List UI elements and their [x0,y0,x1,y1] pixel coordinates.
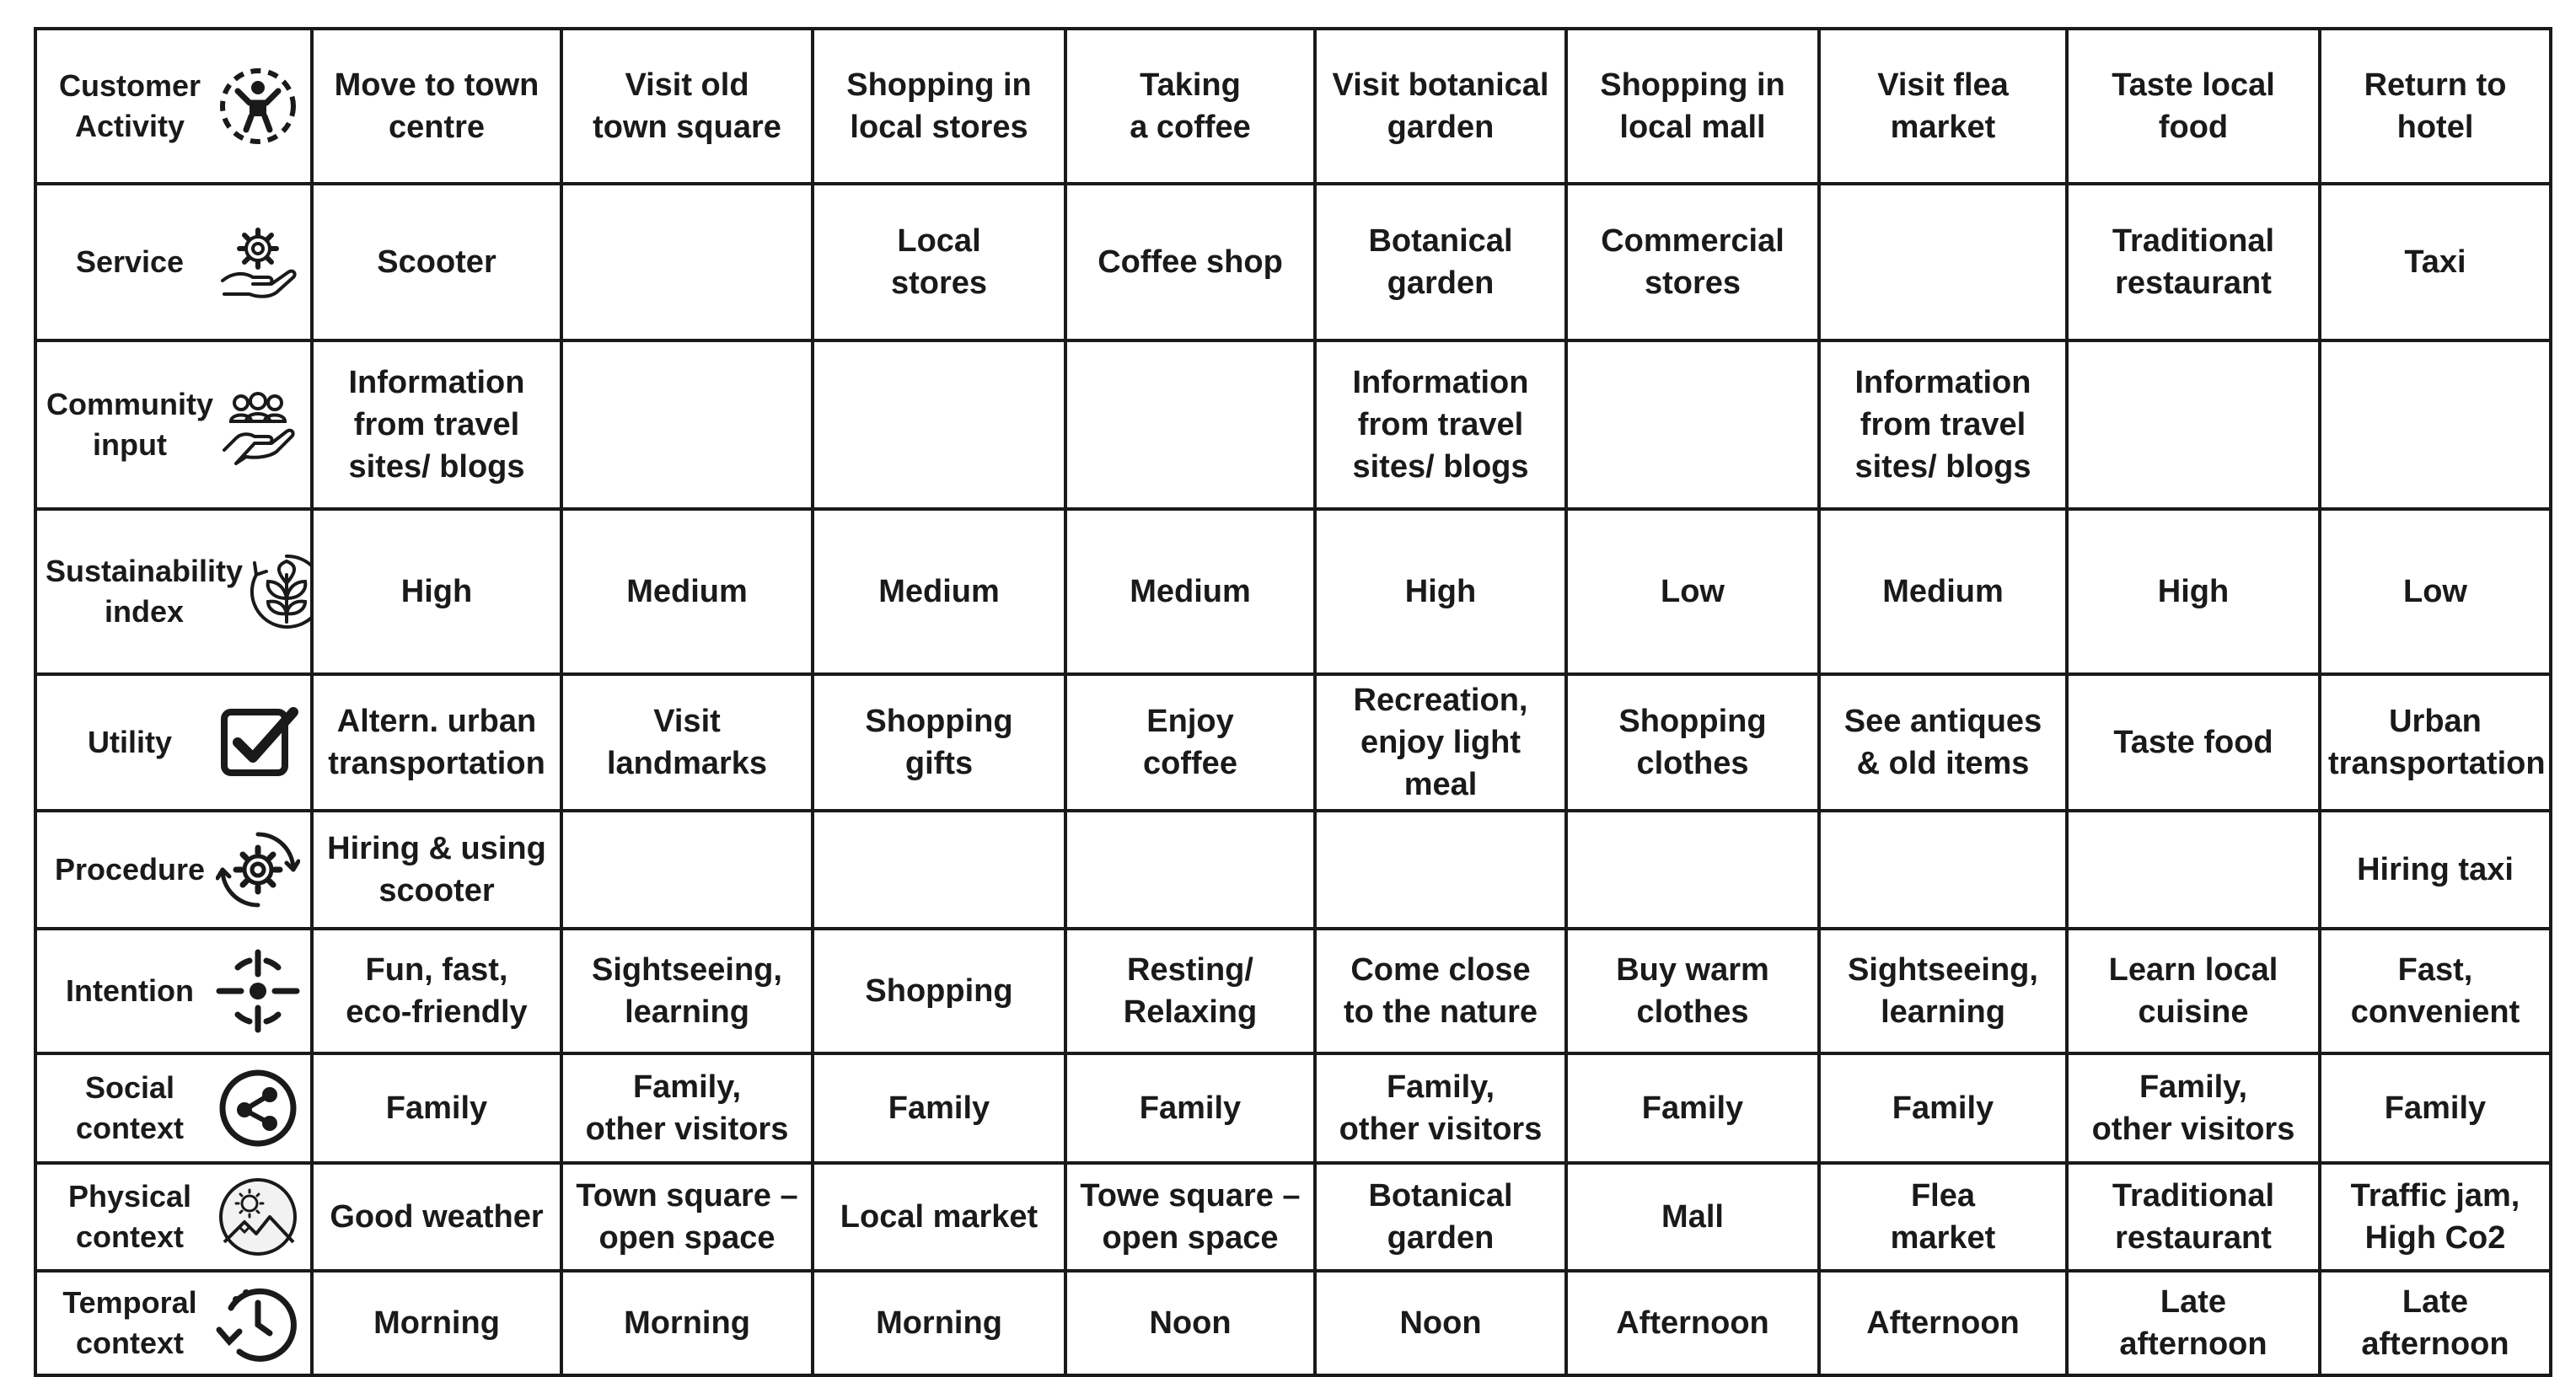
table-cell: Learn local cuisine [2067,929,2320,1053]
table-cell: Low [1566,509,1819,674]
table-cell: Taste food [2067,674,2320,811]
row-header-content [46,930,302,1052]
table-cell: Taking a coffee [1065,29,1315,184]
table-cell: Scooter [312,184,561,340]
row-header-label: Intention [66,973,194,1008]
table-cell: Information from travel sites/ blogs [1819,340,2067,509]
table-cell [1819,811,2067,929]
table-cell: Resting/ Relaxing [1065,929,1315,1053]
table-cell: Shopping in local mall [1566,29,1819,184]
table-cell [561,184,813,340]
table-row-procedure [35,811,2551,929]
row-header-community-input [35,340,312,509]
row-header-customer-activity [35,29,312,184]
table-cell: Family [312,1053,561,1163]
table-cell: Local stores [813,184,1065,340]
table-row-sustainability-index [35,509,2551,674]
table-row-customer-activity [35,29,2551,184]
row-header-label: Service [75,244,185,279]
table-cell: Late afternoon [2320,1271,2551,1375]
table-row-community-input [35,340,2551,509]
row-header-content [46,342,302,507]
table-cell: Information from travel sites/ blogs [312,340,561,509]
table-cell [2067,340,2320,509]
table-cell [1566,811,1819,929]
table-cell: Move to town centre [312,29,561,184]
table-cell [1065,340,1315,509]
row-header-label: Procedure [54,852,206,887]
row-header-label: Physical context [67,1179,192,1254]
table-cell: Traffic jam, High Co2 [2320,1163,2551,1271]
table-cell [813,340,1065,509]
row-header-sustainability-index [35,509,312,674]
table-cell: Visit flea market [1819,29,2067,184]
table-cell: Botanical garden [1315,1163,1566,1271]
table-cell: Buy warm clothes [1566,929,1819,1053]
row-header-utility [35,674,312,811]
table-cell: Sightseeing, learning [561,929,813,1053]
row-header-content [46,676,302,809]
table-cell: Noon [1065,1271,1315,1375]
table-cell: Afternoon [1819,1271,2067,1375]
table-cell [2067,811,2320,929]
table-cell: Family [1819,1053,2067,1163]
table-row-temporal-context [35,1271,2551,1375]
table-cell: Medium [561,509,813,674]
row-header-label: Utility [87,725,172,759]
table-cell: Family, other visitors [1315,1053,1566,1163]
table-cell: Family [813,1053,1065,1163]
journey-table [34,27,2552,1377]
gear-hand-icon [214,218,302,306]
table-cell: Good weather [312,1163,561,1271]
row-header-social-context [35,1053,312,1163]
row-header-content [46,1055,302,1161]
table-cell: High [2067,509,2320,674]
table-cell: Hiring & using scooter [312,811,561,929]
table-cell: Visit old town square [561,29,813,184]
table-cell: Towe square – open space [1065,1163,1315,1271]
table-cell [1566,340,1819,509]
table-cell: Taste local food [2067,29,2320,184]
row-header-content [46,185,302,339]
table-cell: Mall [1566,1163,1819,1271]
table-cell: Afternoon [1566,1271,1819,1375]
row-header-content [46,511,302,672]
table-cell: Urban transportation [2320,674,2551,811]
table-cell: Commercial stores [1566,184,1819,340]
share-icon [214,1064,302,1152]
row-header-label: Social context [75,1070,185,1145]
table-cell: Morning [561,1271,813,1375]
table-cell [561,811,813,929]
gear-cycle-icon [214,826,302,914]
table-row-physical-context [35,1163,2551,1271]
table-cell: Family, other visitors [2067,1053,2320,1163]
row-header-label: Temporal context [62,1285,197,1360]
clock-back-icon [214,1279,302,1367]
table-cell: Family [1065,1053,1315,1163]
table-cell: Medium [813,509,1065,674]
table-cell: Information from travel sites/ blogs [1315,340,1566,509]
table-cell: Return to hotel [2320,29,2551,184]
row-header-content [46,1273,302,1374]
table-cell: Medium [1065,509,1315,674]
table-cell: Noon [1315,1271,1566,1375]
people-hand-icon [214,381,302,469]
table-cell: Flea market [1819,1163,2067,1271]
checkbox-icon [214,699,302,786]
table-cell: Family [2320,1053,2551,1163]
table-cell: Morning [813,1271,1065,1375]
row-header-procedure [35,811,312,929]
table-cell: Shopping [813,929,1065,1053]
table-cell: Taxi [2320,184,2551,340]
row-header-content [46,30,302,182]
table-cell: High [1315,509,1566,674]
table-cell: Traditional restaurant [2067,1163,2320,1271]
row-header-label: Sustainability index [46,554,244,629]
table-cell: Town square – open space [561,1163,813,1271]
table-cell: Late afternoon [2067,1271,2320,1375]
row-header-content [46,812,302,927]
row-header-temporal-context [35,1271,312,1375]
table-cell [813,811,1065,929]
table-cell: Family [1566,1053,1819,1163]
table-cell [1315,811,1566,929]
table-cell: Fast, convenient [2320,929,2551,1053]
table-cell: Family, other visitors [561,1053,813,1163]
table-cell [2320,340,2551,509]
table-cell: Visit botanical garden [1315,29,1566,184]
table-cell: Sightseeing, learning [1819,929,2067,1053]
table-cell: Local market [813,1163,1065,1271]
table-cell: Fun, fast, eco-friendly [312,929,561,1053]
table-cell: Hiring taxi [2320,811,2551,929]
leaf-cycle-icon [243,548,312,635]
table-cell: Visit landmarks [561,674,813,811]
table-row-intention [35,929,2551,1053]
table-cell [561,340,813,509]
table-cell: Altern. urban transportation [312,674,561,811]
landscape-sun-icon [214,1173,302,1261]
table-cell [1065,811,1315,929]
table-cell [1819,184,2067,340]
table-cell: Shopping in local stores [813,29,1065,184]
table-cell: Come close to the nature [1315,929,1566,1053]
row-header-physical-context [35,1163,312,1271]
table-cell: High [312,509,561,674]
row-header-label: Customer Activity [58,68,201,143]
table-row-social-context [35,1053,2551,1163]
row-header-label: Community input [46,387,213,462]
row-header-intention [35,929,312,1053]
table-cell: Shopping gifts [813,674,1065,811]
table-cell: Coffee shop [1065,184,1315,340]
table-body [35,29,2551,1375]
table-cell: Enjoy coffee [1065,674,1315,811]
table-cell: Medium [1819,509,2067,674]
table-cell: See antiques & old items [1819,674,2067,811]
table-cell: Botanical garden [1315,184,1566,340]
table-cell: Traditional restaurant [2067,184,2320,340]
table-cell: Low [2320,509,2551,674]
table-cell: Recreation, enjoy light meal [1315,674,1566,811]
person-activity-icon [214,62,302,150]
table-row-utility [35,674,2551,811]
table-row-service [35,184,2551,340]
table-cell: Morning [312,1271,561,1375]
row-header-content [46,1165,302,1269]
target-icon [214,947,302,1035]
table-cell: Shopping clothes [1566,674,1819,811]
row-header-service [35,184,312,340]
